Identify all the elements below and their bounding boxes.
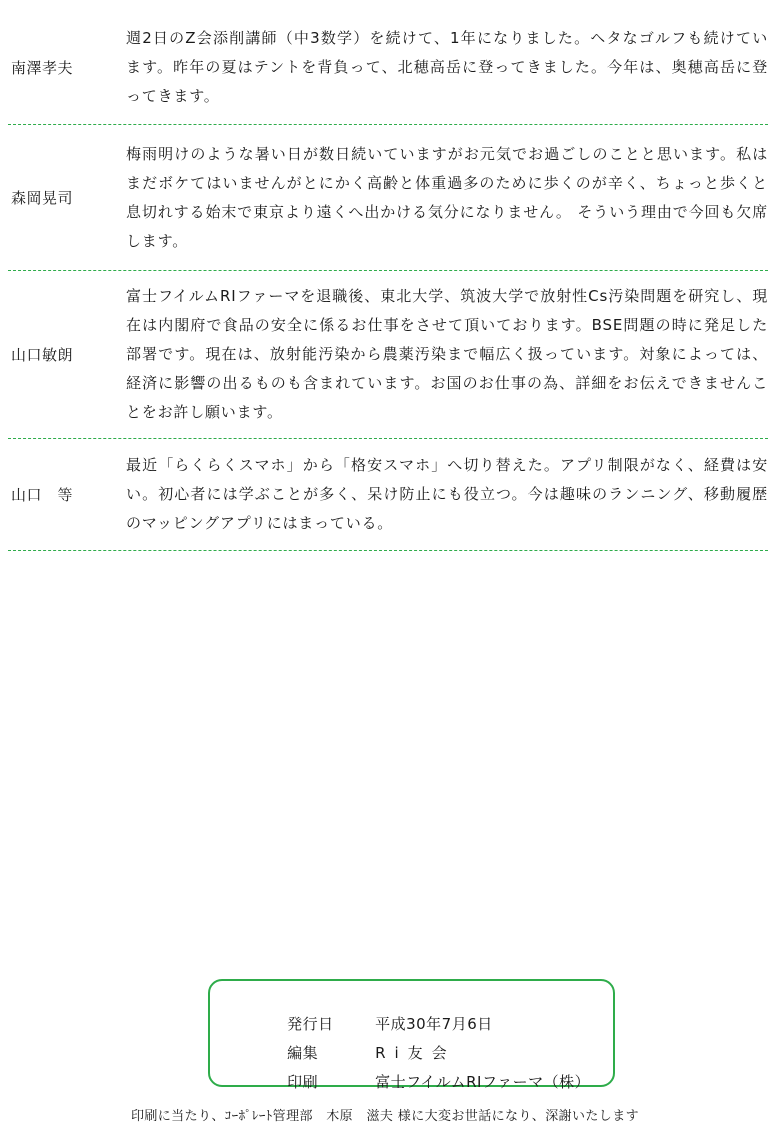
member-message: 富士フイルムRIファーマを退職後、東北大学、筑波大学で放射性Cs汚染問題を研究し、現在は内閣府で食品の安全に係るお仕事をさせて頂いております。BSE問題の時に発足した部署です。現在は、放射能汚染から農薬汚染まで幅広く扱っています。対象によっては、経済に影響の出るものも含まれています。お国のお仕事の為、詳細をお伝えできませんことをお許し願います。 — [126, 287, 768, 421]
message-entry — [8, 8, 768, 125]
acknowledgement-note: 印刷に当たり、ｺｰﾎﾟﾚｰﾄ管理部 木原 滋夫 様に大変お世話になり、深謝いたします — [130, 1109, 640, 1124]
printer-row — [266, 1053, 590, 1110]
message-entry — [8, 439, 768, 551]
editor-value: Ri友会 — [375, 1044, 456, 1062]
member-name: 山口敏朗 — [11, 346, 74, 364]
message-entry — [8, 125, 768, 271]
printer-value: 富士フイルムRIファーマ（株） — [375, 1073, 591, 1091]
member-name: 森岡晃司 — [11, 189, 74, 207]
issue-date-value: 平成30年7月6日 — [375, 1015, 493, 1033]
member-message: 最近「らくらくスマホ」から「格安スマホ」へ切り替えた。アプリ制限がなく、経費は安い。初心者には学ぶことが多く、呆け防止にも役立つ。今は趣味のランニング、移動履歴のマッピングアプリにはまっている。 — [126, 456, 768, 532]
printer-label: 印刷 — [287, 1073, 319, 1091]
member-message: 週2日のZ会添削講師（中3数学）を続けて、1年になりました。ヘタなゴルフも続けています。昨年の夏はテントを背負って、北穂高岳に登ってきました。今年は、奥穂高岳に登ってきます。 — [126, 28, 768, 105]
issue-date-label: 発行日 — [287, 1015, 334, 1033]
editor-label: 編集 — [287, 1044, 319, 1062]
message-list — [8, 8, 768, 551]
member-message: 梅雨明けのような暑い日が数日続いていますがお元気でお過ごしのことと思います。私はまだボケてはいませんがとにかく高齢と体重過多のために歩くのが辛く、ちょっと歩くと息切れする始末で東京より遠くへ出かける気分になりません。 そういう理由で今回も欠席します。 — [126, 144, 768, 250]
member-name: 山口 等 — [11, 486, 74, 504]
message-entry — [8, 271, 768, 439]
member-name: 南澤孝夫 — [11, 58, 74, 77]
colophon-box — [208, 979, 615, 1091]
